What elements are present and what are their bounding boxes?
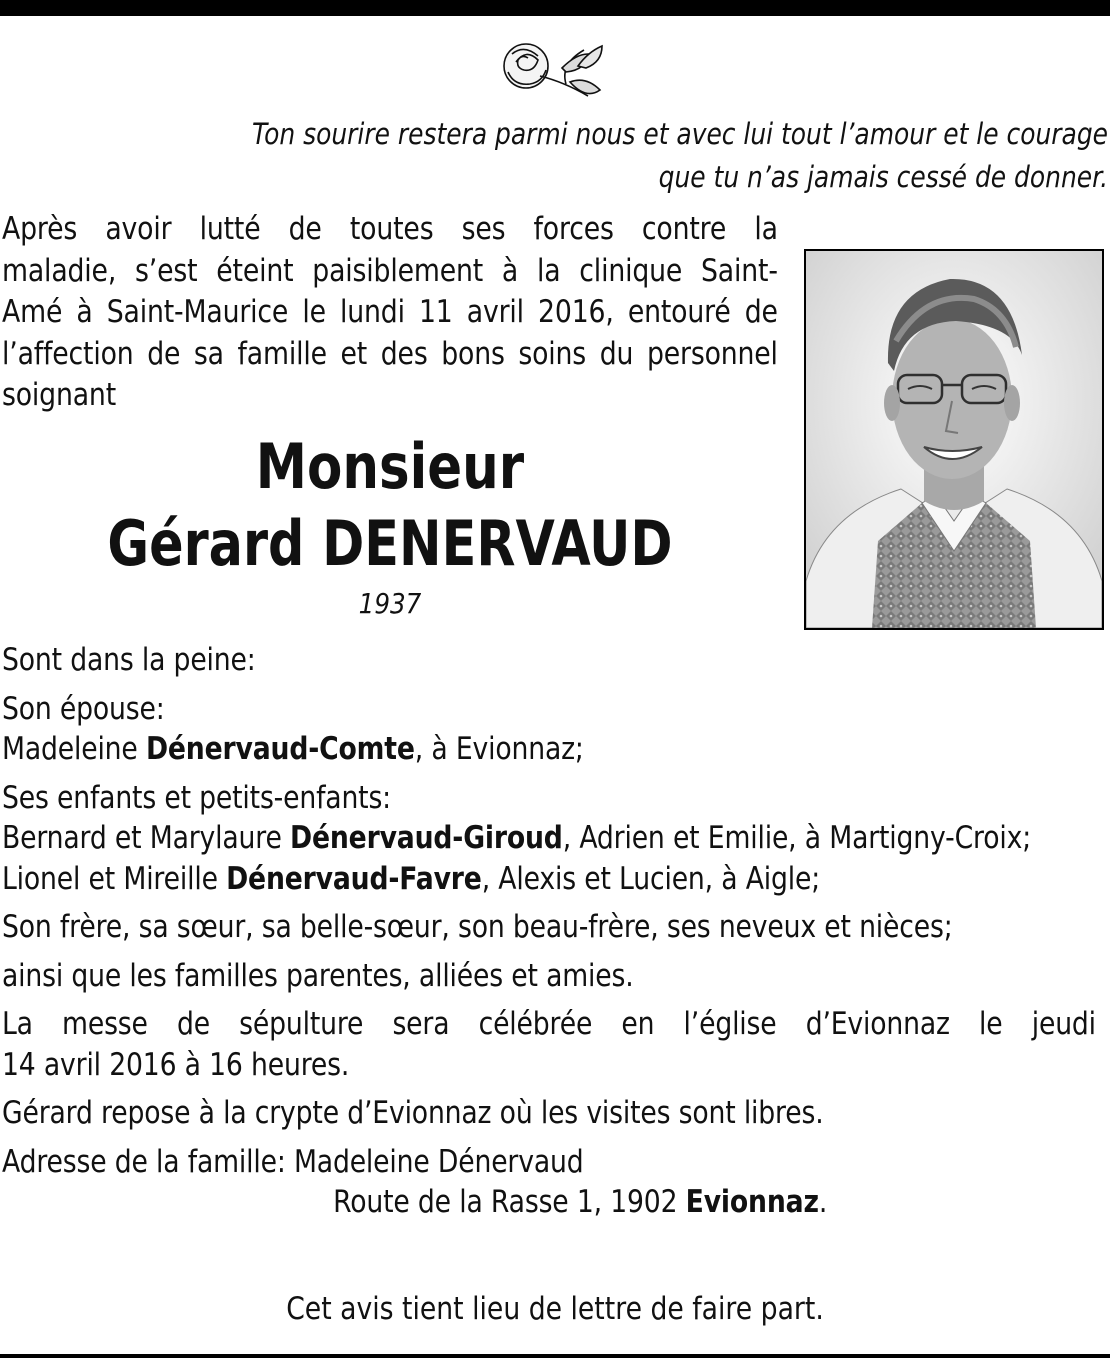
- motto: [190, 113, 1108, 199]
- text-line: Gérard repose à la crypte d’Evionnaz où les visites sont libres.: [2, 1095, 824, 1131]
- child-surname: Dénervaud-Giroud: [290, 820, 563, 856]
- obituary-body: [2, 640, 1096, 1231]
- closing-note: Cet avis tient lieu de lettre de faire part.: [286, 1291, 824, 1327]
- rose-icon: [496, 38, 614, 104]
- spouse-first-name: Madeleine: [2, 731, 146, 767]
- child-surname: Dénervaud-Favre: [226, 860, 482, 897]
- siblings-section: [2, 907, 1096, 948]
- spouse-entry: [2, 729, 1096, 770]
- child-first-names: Bernard et Marylaure: [2, 820, 291, 856]
- child-first-names: Lionel et Mireille: [2, 860, 227, 897]
- spouse-section: [2, 689, 1096, 770]
- top-rule: [0, 0, 1110, 16]
- intro-line: maladie, s’est éteint paisiblement à la clinique Saint-: [2, 252, 778, 289]
- address-street-line: [2, 1182, 1096, 1223]
- portrait-photo: [804, 249, 1104, 630]
- child-entry: [2, 818, 1096, 859]
- address-street: Route de la Rasse 1, 1902: [333, 1184, 686, 1220]
- children-section: [2, 778, 1096, 900]
- mourners-heading: [2, 640, 1096, 681]
- motto-line: que tu n’as jamais cessé de donner.: [658, 160, 1108, 194]
- visitation-section: [2, 1093, 1096, 1134]
- address-section: [2, 1142, 1096, 1223]
- text-line: 14 avril 2016 à 16 heures.: [2, 1046, 350, 1083]
- address-town: Evionnaz: [685, 1184, 819, 1220]
- intro-line: Amé à Saint-Maurice le lundi 11 avril 2016, entouré de: [2, 294, 778, 330]
- text-line: Son frère, sa sœur, sa belle-sœur, son beau-frère, ses neveux et nièces;: [2, 909, 953, 945]
- intro-line: l’affection de sa famille et des bons soins du personnel: [2, 335, 778, 372]
- spouse-surname: Dénervaud-Comte: [145, 731, 415, 767]
- address-end: .: [818, 1184, 828, 1220]
- deceased-name: Gérard DENERVAUD: [107, 507, 673, 580]
- intro-line: Après avoir lutté de toutes ses forces contre la: [2, 211, 778, 247]
- intro-line: soignant: [2, 377, 117, 413]
- intro-paragraph: [2, 209, 778, 417]
- text-line: La messe de sépulture sera célébrée en l’église d’Evionnaz le jeudi: [2, 1006, 1096, 1042]
- birth-year: 1937: [358, 587, 422, 620]
- spouse-label: Son épouse:: [2, 690, 165, 727]
- child-entry: [2, 859, 1096, 900]
- children-label: Ses enfants et petits-enfants:: [2, 779, 391, 816]
- child-details: , Alexis et Lucien, à Aigle;: [481, 860, 821, 897]
- child-details: , Adrien et Emilie, à Martigny-Croix;: [562, 820, 1032, 856]
- honorific: Monsieur: [255, 430, 525, 503]
- text-line: ainsi que les familles parentes, alliées et amies.: [2, 957, 634, 994]
- text-line: Sont dans la peine:: [2, 642, 256, 678]
- relatives-section: [2, 956, 1096, 997]
- motto-line: Ton sourire restera parmi nous et avec lui tout l’amour et le courage: [251, 117, 1109, 151]
- address-label-line: Adresse de la famille: Madeleine Dénervaud: [2, 1143, 584, 1180]
- spouse-place: , à Evionnaz;: [414, 731, 584, 767]
- bottom-rule: [0, 1354, 1110, 1358]
- portrait-image: [806, 251, 1102, 628]
- service-section: [2, 1004, 1096, 1085]
